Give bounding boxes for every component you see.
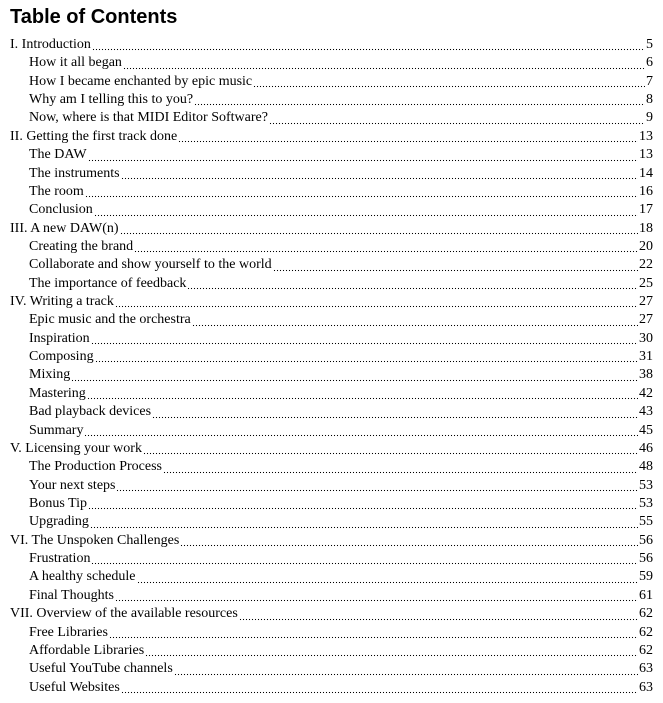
toc-entry-label[interactable]: Collaborate and show yourself to the world bbox=[29, 257, 272, 273]
toc-page-number[interactable]: 14 bbox=[639, 165, 653, 181]
toc-entry-label[interactable]: Epic music and the orchestra bbox=[29, 312, 191, 328]
toc-entry-label[interactable]: Bonus Tip bbox=[29, 495, 87, 511]
toc-page-number[interactable]: 8 bbox=[646, 92, 653, 108]
toc-dot-leader bbox=[174, 671, 638, 676]
toc-subentry[interactable] bbox=[10, 54, 653, 72]
toc-dot-leader bbox=[115, 597, 638, 602]
toc-dot-leader bbox=[91, 340, 638, 345]
toc-entry-label[interactable]: The room bbox=[29, 183, 84, 199]
toc-subentry[interactable] bbox=[10, 403, 653, 421]
toc-entry-label[interactable]: Mastering bbox=[29, 385, 86, 401]
toc-dot-leader bbox=[84, 432, 638, 437]
toc-dot-leader bbox=[194, 101, 645, 106]
toc-page-number[interactable]: 62 bbox=[639, 642, 653, 658]
toc-dot-leader bbox=[115, 303, 638, 308]
toc-entry-label[interactable]: Affordable Libraries bbox=[29, 642, 145, 658]
toc-page-number[interactable]: 63 bbox=[639, 661, 653, 677]
toc-subentry[interactable] bbox=[10, 201, 653, 219]
toc-subentry[interactable] bbox=[10, 73, 653, 91]
toc-entry-label[interactable]: Why am I telling this to you? bbox=[29, 92, 194, 108]
toc-dot-leader bbox=[269, 120, 645, 125]
toc-dot-leader bbox=[180, 542, 638, 547]
toc-page-number[interactable]: 7 bbox=[646, 73, 653, 89]
toc-subentry[interactable] bbox=[10, 146, 653, 164]
toc-page-number[interactable]: 53 bbox=[639, 477, 653, 493]
toc-dot-leader bbox=[253, 83, 645, 88]
toc-dot-leader bbox=[145, 652, 638, 657]
toc-page-number[interactable]: 27 bbox=[639, 312, 653, 328]
toc-page-number[interactable]: 43 bbox=[639, 404, 653, 420]
toc-dot-leader bbox=[163, 469, 638, 474]
toc-entry-label[interactable]: Composing bbox=[29, 349, 94, 365]
toc-subentry[interactable] bbox=[10, 513, 653, 531]
toc-page-number[interactable]: 56 bbox=[639, 532, 653, 548]
toc-entry-label[interactable]: III. A new DAW(n) bbox=[10, 220, 119, 236]
toc-page-number[interactable]: 13 bbox=[639, 147, 653, 163]
toc-subentry[interactable] bbox=[10, 165, 653, 183]
toc-entry-label[interactable]: Useful YouTube channels bbox=[29, 661, 173, 677]
toc-entry-label[interactable]: Summary bbox=[29, 422, 84, 438]
toc-list bbox=[10, 36, 653, 697]
toc-page-number[interactable]: 59 bbox=[639, 569, 653, 585]
toc-page-number[interactable]: 61 bbox=[639, 587, 653, 603]
toc-entry-label[interactable]: Final Thoughts bbox=[29, 587, 114, 603]
toc-dot-leader bbox=[121, 689, 638, 694]
toc-chapter-entry[interactable] bbox=[10, 128, 653, 146]
toc-entry-label[interactable]: V. Licensing your work bbox=[10, 440, 142, 456]
toc-chapter-entry[interactable] bbox=[10, 440, 653, 458]
toc-entry-label[interactable]: Conclusion bbox=[29, 202, 93, 218]
toc-dot-leader bbox=[91, 560, 638, 565]
toc-dot-leader bbox=[109, 634, 638, 639]
toc-entry-label[interactable]: VII. Overview of the available resources bbox=[10, 606, 238, 622]
toc-chapter-entry[interactable] bbox=[10, 36, 653, 54]
toc-page-number[interactable]: 17 bbox=[639, 202, 653, 218]
toc-page-number[interactable]: 16 bbox=[639, 183, 653, 199]
toc-subentry[interactable] bbox=[10, 660, 653, 678]
toc-dot-leader bbox=[120, 230, 638, 235]
page-title: Table of Contents bbox=[10, 6, 178, 28]
toc-page-number[interactable]: 62 bbox=[639, 624, 653, 640]
toc-dot-leader bbox=[88, 505, 638, 510]
toc-page-number[interactable]: 55 bbox=[639, 514, 653, 530]
toc-subentry[interactable] bbox=[10, 183, 653, 201]
toc-dot-leader bbox=[87, 395, 638, 400]
toc-subentry[interactable] bbox=[10, 91, 653, 109]
toc-subentry[interactable] bbox=[10, 458, 653, 476]
toc-dot-leader bbox=[71, 377, 638, 382]
toc-entry-label[interactable]: The instruments bbox=[29, 165, 120, 181]
toc-page-number[interactable]: 13 bbox=[639, 128, 653, 144]
toc-dot-leader bbox=[137, 579, 638, 584]
toc-page-number[interactable]: 56 bbox=[639, 551, 653, 567]
toc-dot-leader bbox=[116, 487, 638, 492]
toc-subentry[interactable] bbox=[10, 109, 653, 127]
toc-entry-label[interactable]: A healthy schedule bbox=[29, 569, 136, 585]
toc-subentry[interactable] bbox=[10, 238, 653, 256]
toc-entry-label[interactable]: I. Introduction bbox=[10, 37, 91, 52]
toc-subentry[interactable] bbox=[10, 366, 653, 384]
toc-subentry[interactable] bbox=[10, 385, 653, 403]
toc-entry-label[interactable]: Frustration bbox=[29, 551, 91, 567]
toc-page-number[interactable]: 46 bbox=[639, 440, 653, 456]
toc-page-number[interactable]: 53 bbox=[639, 495, 653, 511]
toc-subentry[interactable] bbox=[10, 495, 653, 513]
toc-page-number[interactable]: 6 bbox=[646, 55, 653, 71]
toc-subentry[interactable] bbox=[10, 422, 653, 440]
toc-dot-leader bbox=[239, 616, 638, 621]
toc-subentry[interactable] bbox=[10, 275, 653, 293]
toc-page-number[interactable]: 22 bbox=[639, 257, 653, 273]
toc-entry-label[interactable]: The DAW bbox=[29, 147, 87, 163]
toc-dot-leader bbox=[88, 157, 638, 162]
toc-chapter-entry[interactable] bbox=[10, 220, 653, 238]
toc-dot-leader bbox=[121, 175, 638, 180]
toc-entry-label[interactable]: Bad playback devices bbox=[29, 404, 152, 420]
toc-page-number[interactable]: 48 bbox=[639, 459, 653, 475]
toc-dot-leader bbox=[152, 414, 638, 419]
toc-subentry[interactable] bbox=[10, 550, 653, 568]
toc-dot-leader bbox=[94, 212, 638, 217]
toc-subentry[interactable] bbox=[10, 256, 653, 274]
toc-page-number[interactable]: 31 bbox=[639, 349, 653, 365]
toc-dot-leader bbox=[90, 524, 638, 529]
toc-subentry[interactable] bbox=[10, 587, 653, 605]
toc-subentry[interactable] bbox=[10, 624, 653, 642]
toc-dot-leader bbox=[85, 193, 638, 198]
toc-page-number[interactable]: 18 bbox=[639, 220, 653, 236]
toc-page-number[interactable]: 62 bbox=[639, 606, 653, 622]
toc-page-number[interactable]: 20 bbox=[639, 238, 653, 254]
toc-entry-label[interactable]: Your next steps bbox=[29, 477, 116, 493]
toc-page-number[interactable]: 5 bbox=[646, 37, 653, 52]
toc-subentry[interactable] bbox=[10, 311, 653, 329]
toc-subentry[interactable] bbox=[10, 330, 653, 348]
toc-entry-label[interactable]: Useful Websites bbox=[29, 679, 120, 695]
toc-entry-label[interactable]: How I became enchanted by epic music bbox=[29, 73, 253, 89]
toc-dot-leader bbox=[134, 248, 638, 253]
toc-entry-label[interactable]: The importance of feedback bbox=[29, 275, 187, 291]
toc-chapter-entry[interactable] bbox=[10, 532, 653, 550]
toc-entry-label[interactable]: Upgrading bbox=[29, 514, 89, 530]
toc-dot-leader bbox=[187, 285, 638, 290]
toc-subentry[interactable] bbox=[10, 568, 653, 586]
toc-page-number[interactable]: 30 bbox=[639, 330, 653, 346]
toc-dot-leader bbox=[95, 358, 638, 363]
toc-entry-label[interactable]: Inspiration bbox=[29, 330, 90, 346]
toc-page-number[interactable]: 25 bbox=[639, 275, 653, 291]
toc-dot-leader bbox=[123, 65, 645, 70]
toc-chapter-entry[interactable] bbox=[10, 293, 653, 311]
toc-subentry[interactable] bbox=[10, 477, 653, 495]
toc-page-number[interactable]: 9 bbox=[646, 110, 653, 126]
toc-subentry[interactable] bbox=[10, 679, 653, 697]
toc-entry-label[interactable]: Now, where is that MIDI Editor Software? bbox=[29, 110, 268, 126]
toc-dot-leader bbox=[143, 450, 638, 455]
toc-dot-leader bbox=[178, 138, 638, 143]
toc-page-number[interactable]: 42 bbox=[639, 385, 653, 401]
toc-subentry[interactable] bbox=[10, 642, 653, 660]
toc-dot-leader bbox=[192, 322, 638, 327]
toc-entry-label[interactable]: VI. The Unspoken Challenges bbox=[10, 532, 180, 548]
toc-dot-leader bbox=[92, 46, 645, 51]
toc-page-number[interactable]: 38 bbox=[639, 367, 653, 383]
toc-entry-label[interactable]: Free Libraries bbox=[29, 624, 108, 640]
toc-chapter-entry[interactable] bbox=[10, 605, 653, 623]
toc-page-number[interactable]: 45 bbox=[639, 422, 653, 438]
toc-page-number[interactable]: 63 bbox=[639, 679, 653, 695]
toc-entry-label[interactable]: IV. Writing a track bbox=[10, 294, 114, 310]
toc-dot-leader bbox=[273, 267, 638, 272]
toc-entry-label[interactable]: II. Getting the first track done bbox=[10, 128, 178, 144]
toc-entry-label[interactable]: How it all began bbox=[29, 55, 122, 71]
toc-entry-label[interactable]: The Production Process bbox=[29, 459, 162, 475]
toc-page-number[interactable]: 27 bbox=[639, 294, 653, 310]
toc-subentry[interactable] bbox=[10, 348, 653, 366]
toc-entry-label[interactable]: Mixing bbox=[29, 367, 71, 383]
toc-entry-label[interactable]: Creating the brand bbox=[29, 238, 134, 254]
